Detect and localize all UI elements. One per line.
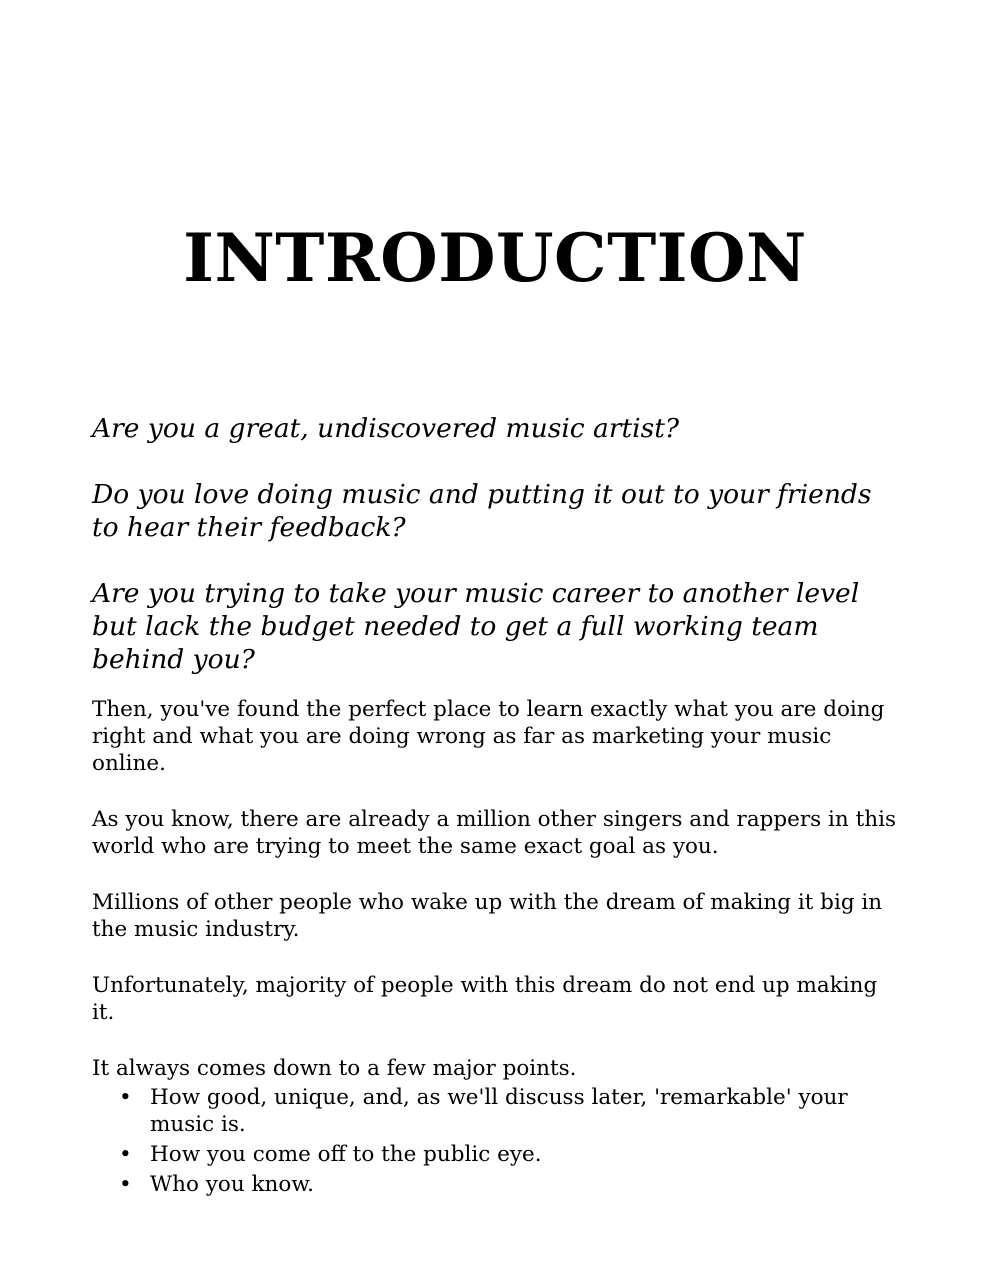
bullet-icon: • bbox=[119, 1142, 132, 1167]
list-item bbox=[119, 1171, 902, 1198]
list-item-text: How you come off to the public eye. bbox=[150, 1142, 542, 1167]
bullet-icon: • bbox=[119, 1085, 132, 1110]
paragraph-4: Unfortunately, majority of people with this dream do not end up making it. bbox=[92, 973, 878, 1025]
paragraph-2: As you know, there are already a million other singers and rappers in this world who are trying to meet the same exact goal as you. bbox=[92, 807, 896, 859]
page-title: INTRODUCTION bbox=[183, 219, 807, 297]
paragraph-5: It always comes down to a few major points. bbox=[92, 1056, 577, 1081]
bullet-list bbox=[92, 1084, 902, 1198]
paragraph-1: Then, you've found the perfect place to learn exactly what you are doing right and what you are doing wrong as far as marketing your music online. bbox=[92, 697, 885, 776]
list-item-text: How good, unique, and, as we'll discuss later, 'remarkable' your music is. bbox=[150, 1085, 848, 1137]
list-item bbox=[119, 1141, 902, 1168]
body-content bbox=[92, 412, 902, 1201]
bullet-icon: • bbox=[119, 1172, 132, 1197]
paragraph-3: Millions of other people who wake up with the dream of making it big in the music industry. bbox=[92, 890, 883, 942]
list-item bbox=[119, 1084, 902, 1138]
question-3: Are you trying to take your music career to another level but lack the budget needed to get a full working team behind you? bbox=[92, 578, 860, 675]
list-item-text: Who you know. bbox=[150, 1172, 315, 1197]
question-2: Do you love doing music and putting it out to your friends to hear their feedback? bbox=[92, 479, 872, 543]
question-1: Are you a great, undiscovered music artist? bbox=[92, 413, 680, 444]
